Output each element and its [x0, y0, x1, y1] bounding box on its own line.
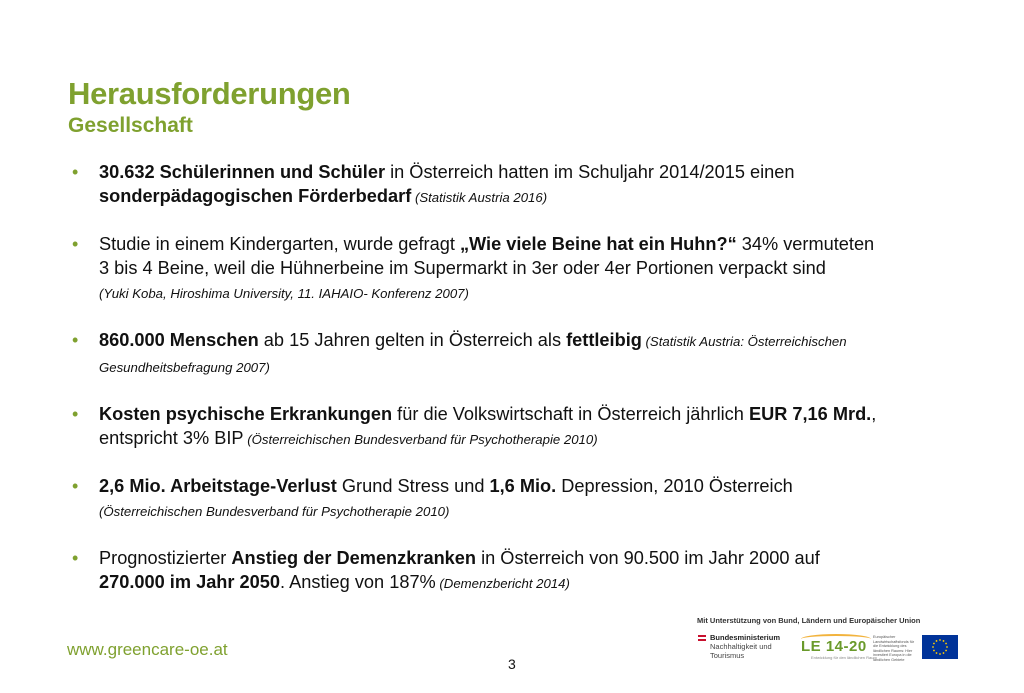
eu-fund-text: Europäischer Landwirtschaftsfonds für die Entwicklung des ländlichen Raums: Hier investiert Europa in die ländlichen Gebiete [873, 635, 915, 662]
bullet-item [72, 328, 972, 380]
eu-star-icon [946, 646, 948, 648]
source-citation: (Statistik Austria: Österreichischen [641, 334, 847, 349]
bold-text: EUR 7,16 Mrd. [748, 404, 872, 424]
eu-star-icon [945, 650, 947, 652]
bold-text: 860.000 Menschen [99, 330, 259, 350]
page-number: 3 [508, 656, 516, 672]
bullet-dot-icon: • [72, 330, 79, 350]
bullet-item [72, 474, 972, 524]
source-citation: Gesundheitsbefragung 2007) [99, 360, 270, 375]
bullet-dot-icon: • [72, 162, 79, 182]
text: in Österreich hatten im Schuljahr 2014/2015 einen [385, 162, 795, 182]
eu-star-icon [943, 652, 945, 654]
le-logo-subtext: Entwicklung für den ländlichen Raum [811, 655, 877, 660]
eu-flag-icon [922, 635, 958, 659]
bullet-item [72, 402, 972, 452]
text: in Österreich von 90.500 im Jahr 2000 auf [476, 548, 820, 568]
bullet-dot-icon: • [72, 548, 79, 568]
bullet-dot-icon: • [72, 234, 79, 254]
source-citation: (Statistik Austria 2016) [411, 190, 548, 205]
eu-star-icon [945, 643, 947, 645]
eu-star-icon [939, 639, 941, 641]
bold-text: 30.632 Schülerinnen und Schüler [99, 162, 386, 182]
bold-text: 270.000 im Jahr 2050 [99, 572, 281, 592]
bullet-dot-icon: • [72, 404, 79, 424]
bold-text: 2,6 Mio. Arbeitstage-Verlust [99, 476, 337, 496]
text: entspricht 3% BIP [99, 428, 244, 448]
bold-text: 1,6 Mio. [489, 476, 557, 496]
text: ab 15 Jahren gelten in Österreich als [258, 330, 567, 350]
eu-star-icon [933, 650, 935, 652]
page-title: Herausforderungen [68, 76, 351, 111]
ministry-line-2: Nachhaltigkeit und [710, 642, 772, 651]
text: 3 bis 4 Beine, weil die Hühnerbeine im Supermarkt in 3er oder 4er Portionen verpackt sind [99, 258, 826, 278]
eu-star-icon [932, 646, 934, 648]
bold-text: „Wie viele Beine hat ein Huhn?“ [459, 234, 737, 254]
bullet-list [72, 160, 972, 618]
bullet-item [72, 546, 972, 596]
text: Studie in einem Kindergarten, wurde gefragt [99, 234, 460, 254]
le-14-20-logo [801, 634, 877, 662]
bullet-item [72, 232, 972, 306]
austria-flag-icon [698, 635, 706, 641]
text: , [871, 404, 877, 424]
bold-text: Kosten psychische Erkrankungen [99, 404, 393, 424]
source-citation: (Demenzbericht 2014) [435, 576, 570, 591]
ministry-logo [698, 633, 790, 665]
le-logo-text: LE 14-20 [801, 638, 867, 655]
bold-text: sonderpädagogischen Förderbedarf [99, 186, 412, 206]
source-citation: (Österreichischen Bundesverband für Psychotherapie 2010) [243, 432, 598, 447]
eu-star-icon [939, 653, 941, 655]
bullet-item [72, 160, 972, 210]
website-link[interactable]: www.greencare-oe.at [67, 640, 228, 659]
bold-text: fettleibig [566, 330, 642, 350]
ministry-line-1: Bundesministerium [710, 633, 781, 642]
text: für die Volkswirtschaft in Österreich jährlich [392, 404, 749, 424]
eu-star-icon [936, 652, 938, 654]
text: 34% vermuteten [736, 234, 875, 254]
text: Prognostizierter [99, 548, 232, 568]
bold-text: Anstieg der Demenzkranken [231, 548, 477, 568]
source-citation: (Yuki Koba, Hiroshima University, 11. IAHAIO- Konferenz 2007) [99, 286, 469, 301]
ministry-name [710, 633, 780, 660]
eu-star-icon [936, 640, 938, 642]
eu-star-icon [933, 643, 935, 645]
text: Depression, 2010 Österreich [556, 476, 793, 496]
support-text: Mit Unterstützung von Bund, Ländern und Europäischer Union [697, 616, 921, 625]
text: Grund Stress und [336, 476, 490, 496]
bullet-dot-icon: • [72, 476, 79, 496]
text: . Anstieg von 187% [280, 572, 436, 592]
ministry-line-3: Tourismus [710, 651, 745, 660]
eu-star-icon [943, 640, 945, 642]
page-subtitle: Gesellschaft [68, 114, 193, 137]
source-citation: (Österreichischen Bundesverband für Psychotherapie 2010) [99, 504, 450, 519]
